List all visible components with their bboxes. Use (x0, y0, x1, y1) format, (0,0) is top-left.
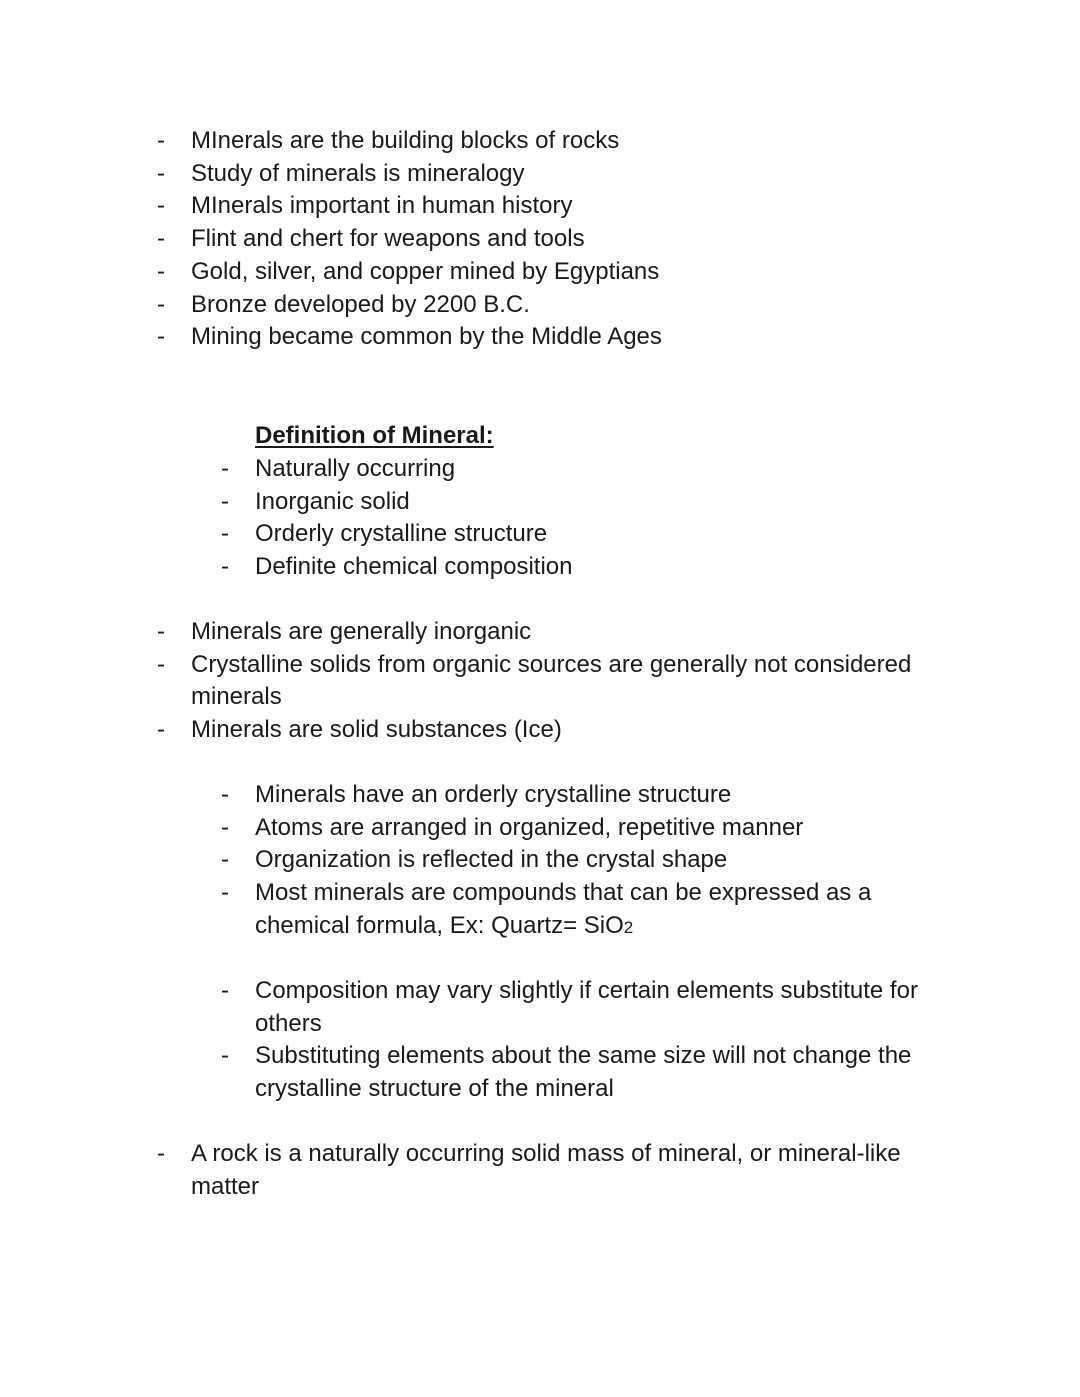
dash-bullet: - (157, 650, 165, 678)
dash-bullet: - (157, 323, 165, 351)
list-item: - Minerals are generally inorganic (191, 616, 941, 649)
dash-bullet: - (221, 879, 229, 907)
dash-bullet: - (157, 618, 165, 645)
list-item: - Minerals are solid substances (Ice) (191, 714, 941, 747)
properties-list (157, 616, 941, 747)
list-item: - Gold, silver, and copper mined by Egyptians (191, 256, 961, 289)
list-item: - Orderly crystalline structure (255, 518, 955, 551)
list-item: - Organization is reflected in the crystal shape (255, 844, 905, 877)
list-item: - A rock is a naturally occurring solid mass of mineral, or mineral-like matter (157, 1140, 901, 1200)
list-item: - Study of minerals is mineralogy (191, 158, 961, 191)
list-item: - Definite chemical composition (255, 551, 955, 584)
formula-subscript: 2 (623, 917, 634, 937)
dash-bullet: - (221, 553, 229, 581)
structure-list (221, 779, 905, 945)
dash-bullet: - (157, 159, 165, 187)
list-item: - MInerals important in human history (191, 190, 961, 223)
dash-bullet: - (221, 487, 229, 515)
list-item: - Composition may vary slightly if certain elements substitute for others (221, 977, 918, 1037)
definition-heading: Definition of Mineral: (255, 422, 494, 449)
dash-bullet: - (157, 225, 165, 253)
dash-bullet: - (157, 290, 165, 318)
list-item: - Crystalline solids from organic sources are generally not considered minerals (157, 650, 912, 711)
list-item: - Inorganic solid (255, 486, 955, 519)
dash-bullet: - (157, 127, 165, 154)
list-item: - Flint and chert for weapons and tools (191, 223, 961, 256)
list-item: - Bronze developed by 2200 B.C. (191, 289, 961, 322)
dash-bullet: - (221, 813, 229, 841)
list-item: - Minerals have an orderly crystalline structure (255, 779, 905, 812)
dash-bullet: - (221, 1042, 229, 1070)
list-item: - Most minerals are compounds that can be expressed as a chemical formula, Ex: Quartz= SiO2 (221, 879, 872, 939)
list-item: - Substituting elements about the same size will not change the crystalline structure of the mineral (221, 1042, 912, 1103)
list-item: - MInerals are the building blocks of rocks (191, 125, 961, 158)
rock-list (157, 1138, 936, 1203)
intro-list (157, 125, 961, 354)
dash-bullet: - (221, 846, 229, 874)
dash-bullet: - (157, 1140, 165, 1167)
definition-list (221, 453, 955, 584)
dash-bullet: - (221, 977, 229, 1004)
dash-bullet: - (221, 455, 229, 482)
list-item: - Naturally occurring (255, 453, 955, 486)
dash-bullet: - (221, 520, 229, 548)
dash-bullet: - (157, 716, 165, 744)
dash-bullet: - (157, 257, 165, 285)
list-item: - Atoms are arranged in organized, repetitive manner (255, 812, 905, 845)
dash-bullet: - (221, 781, 229, 808)
composition-list (221, 975, 955, 1106)
list-item: - Mining became common by the Middle Ages (191, 321, 961, 354)
dash-bullet: - (157, 192, 165, 220)
